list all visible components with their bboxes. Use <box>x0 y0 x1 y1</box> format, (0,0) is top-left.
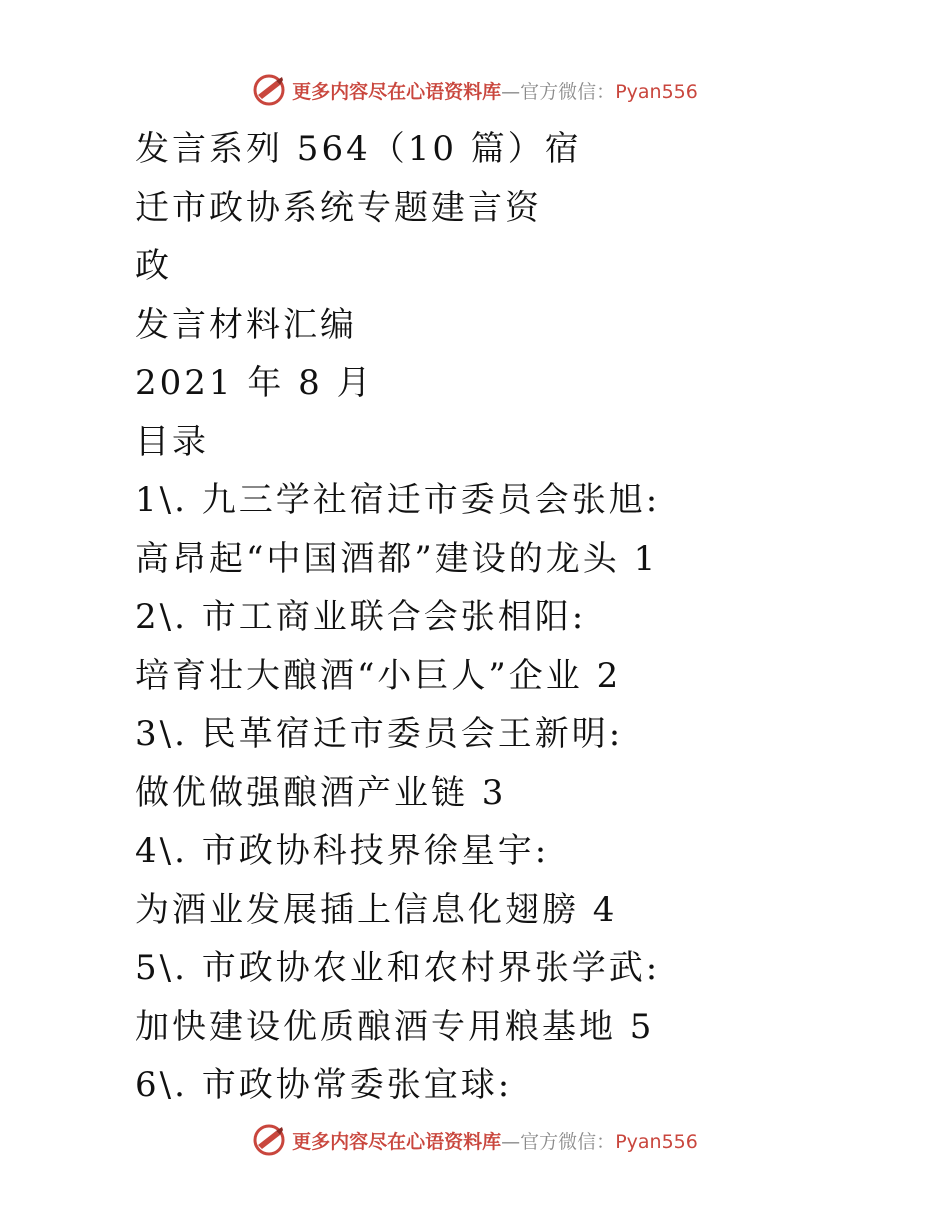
doc-date: 2021 年 8 月 <box>135 363 374 403</box>
toc-item-6-author: 6\. 市政协常委张宜球: <box>135 1065 513 1105</box>
doc-title-line-2: 迁市政协系统专题建言资 <box>135 187 542 228</box>
pen-logo-icon <box>252 73 286 107</box>
header-watermark <box>0 70 950 110</box>
toc-item-5-author: 5\. 市政协农业和农村界张学武: <box>135 948 661 988</box>
watermark-dash: — <box>501 80 521 103</box>
toc-item-1-title: 高昂起“中国酒都”建设的龙头 1 <box>135 538 659 579</box>
doc-title-line-3: 政 <box>135 246 172 286</box>
toc-item-4-title: 为酒业发展插上信息化翅膀 4 <box>135 889 618 930</box>
watermark-text <box>292 77 698 104</box>
watermark-id: Pyan556 <box>615 1130 698 1153</box>
toc-item-2-title: 培育壮大酿酒“小巨人”企业 2 <box>135 655 622 696</box>
toc-item-2-author: 2\. 市工商业联合会张相阳: <box>135 597 587 637</box>
toc-item-3-author: 3\. 民革宿迁市委员会王新明: <box>135 714 624 754</box>
footer-watermark <box>0 1120 950 1160</box>
toc-item-1-author: 1\. 九三学社宿迁市委员会张旭: <box>135 480 661 520</box>
document-body <box>135 120 925 1115</box>
doc-title-line-4: 发言材料汇编 <box>135 304 357 345</box>
doc-title-line-1: 发言系列 564（10 篇）宿 <box>135 129 582 169</box>
toc-item-5-title: 加快建设优质酿酒专用粮基地 5 <box>135 1006 655 1047</box>
watermark-text <box>292 1127 698 1154</box>
toc-item-4-author: 4\. 市政协科技界徐星宇: <box>135 831 550 871</box>
watermark-main: 更多内容尽在心语资料库 <box>292 80 502 103</box>
watermark-official: 官方微信： <box>520 1130 616 1153</box>
watermark-official: 官方微信： <box>520 80 616 103</box>
toc-heading: 目录 <box>135 421 209 462</box>
toc-item-3-title: 做优做强酿酒产业链 3 <box>135 772 507 813</box>
watermark-dash: — <box>501 1130 521 1153</box>
watermark-id: Pyan556 <box>615 80 698 103</box>
watermark-main: 更多内容尽在心语资料库 <box>292 1130 502 1153</box>
pen-logo-icon <box>252 1123 286 1157</box>
